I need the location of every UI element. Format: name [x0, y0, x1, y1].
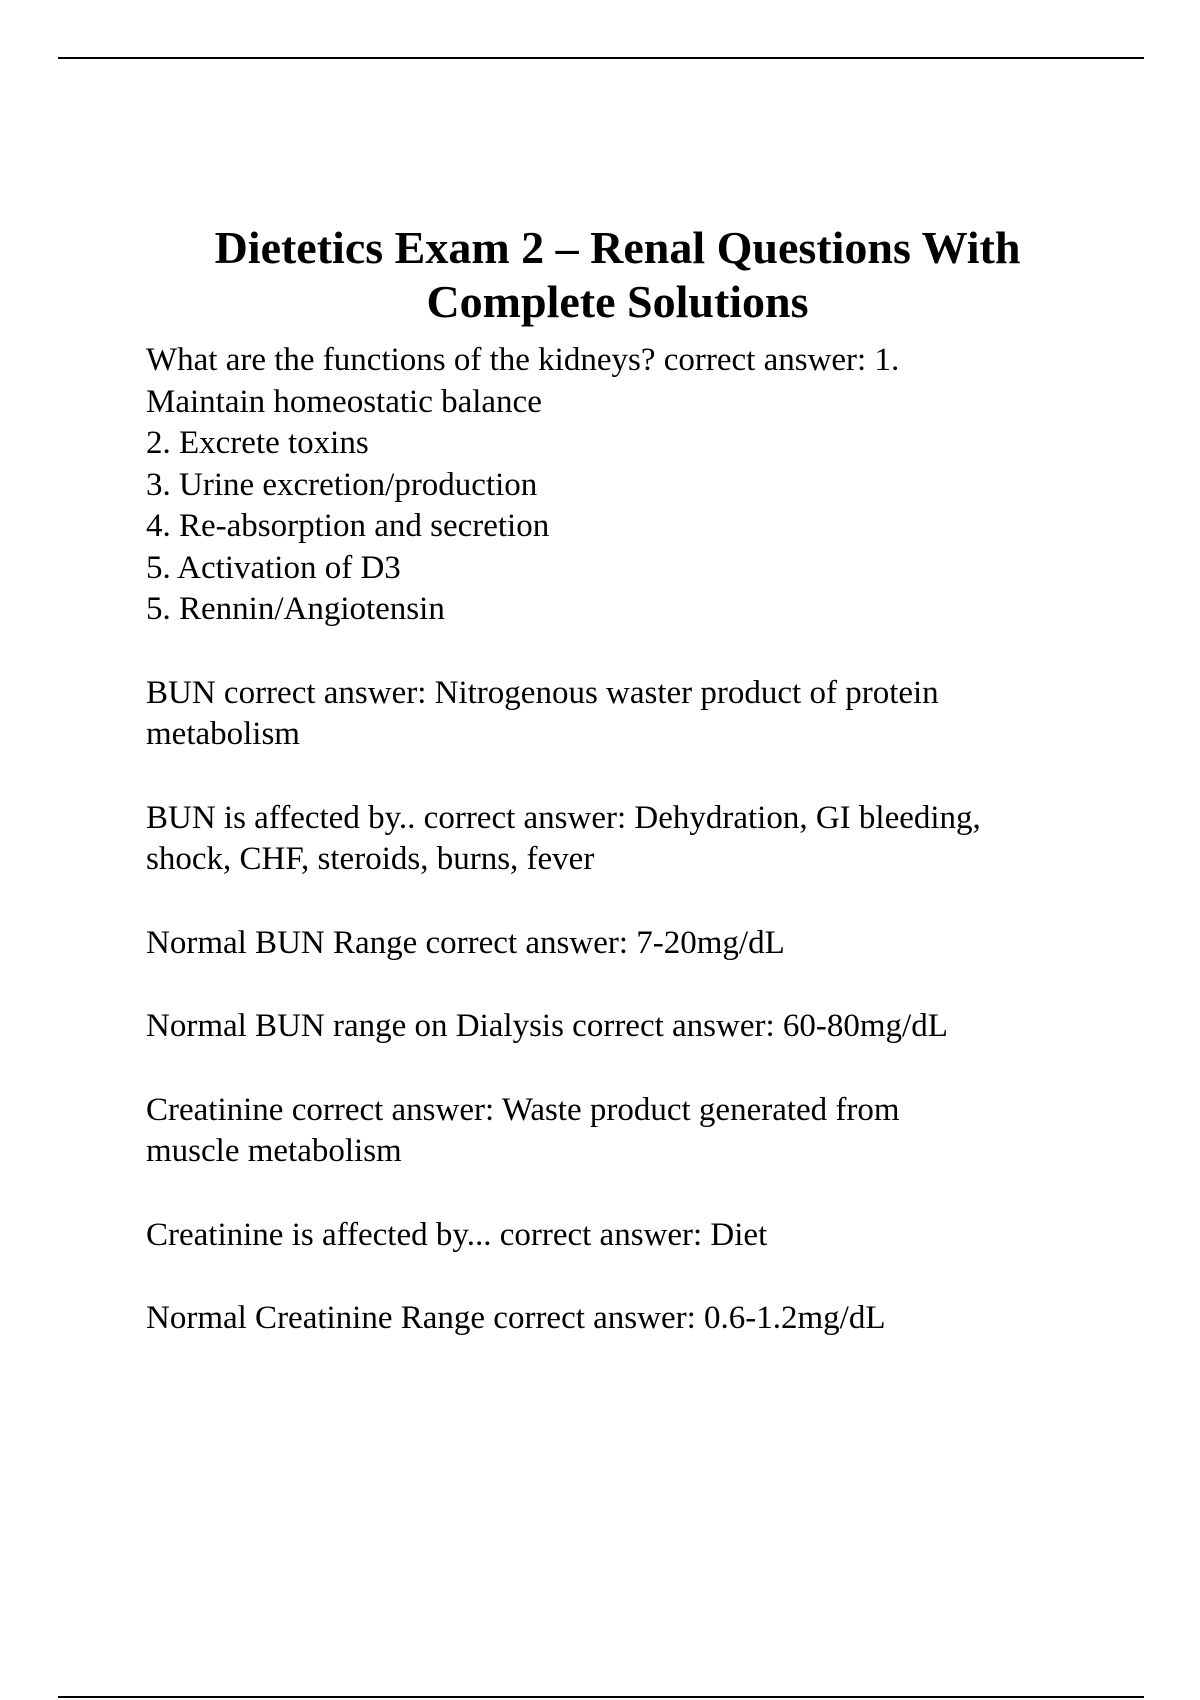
document-body [146, 340, 1096, 1340]
qa-line: Normal Creatinine Range correct answer: 0.6-1.2mg/dL [146, 1300, 886, 1336]
title-line-2: Complete Solutions [426, 275, 809, 327]
qa-line: metabolism [146, 716, 300, 752]
qa-line: BUN correct answer: Nitrogenous waster product of protein [146, 674, 939, 711]
qa-line: Normal BUN range on Dialysis correct answer: 60-80mg/dL [146, 1008, 948, 1044]
qa-line: 5. Activation of D3 [146, 549, 401, 586]
qa-line: Maintain homeostatic balance [146, 383, 542, 420]
qa-creatinine [146, 1090, 1096, 1173]
qa-bun-affected-by [146, 798, 1096, 881]
title-line-1: Dietetics Exam 2 – Renal Questions With [214, 221, 1021, 273]
qa-line: 3. Urine excretion/production [146, 466, 538, 503]
qa-bun [146, 673, 1096, 756]
qa-creatinine-affected-by [146, 1215, 1096, 1257]
top-rule [58, 57, 1144, 59]
page-title [120, 221, 1115, 329]
qa-line: 5. Rennin/Angiotensin [146, 591, 445, 627]
qa-line: muscle metabolism [146, 1133, 402, 1169]
qa-line: Creatinine correct answer: Waste product generated from [146, 1091, 900, 1128]
qa-line: 4. Re-absorption and secretion [146, 508, 550, 544]
qa-line: Normal BUN Range correct answer: 7-20mg/dL [146, 924, 785, 961]
qa-line: 2. Excrete toxins [146, 425, 369, 461]
qa-kidney-functions [146, 340, 1096, 631]
qa-line: Creatinine is affected by... correct answer: Diet [146, 1216, 768, 1253]
qa-line: shock, CHF, steroids, burns, fever [146, 841, 595, 877]
qa-line: What are the functions of the kidneys? correct answer: 1. [146, 342, 900, 378]
qa-line: BUN is affected by.. correct answer: Dehydration, GI bleeding, [146, 799, 981, 836]
bottom-rule [58, 1696, 1144, 1698]
qa-bun-range-dialysis [146, 1006, 1096, 1048]
qa-normal-creatinine-range [146, 1298, 1096, 1340]
qa-normal-bun-range [146, 923, 1096, 965]
